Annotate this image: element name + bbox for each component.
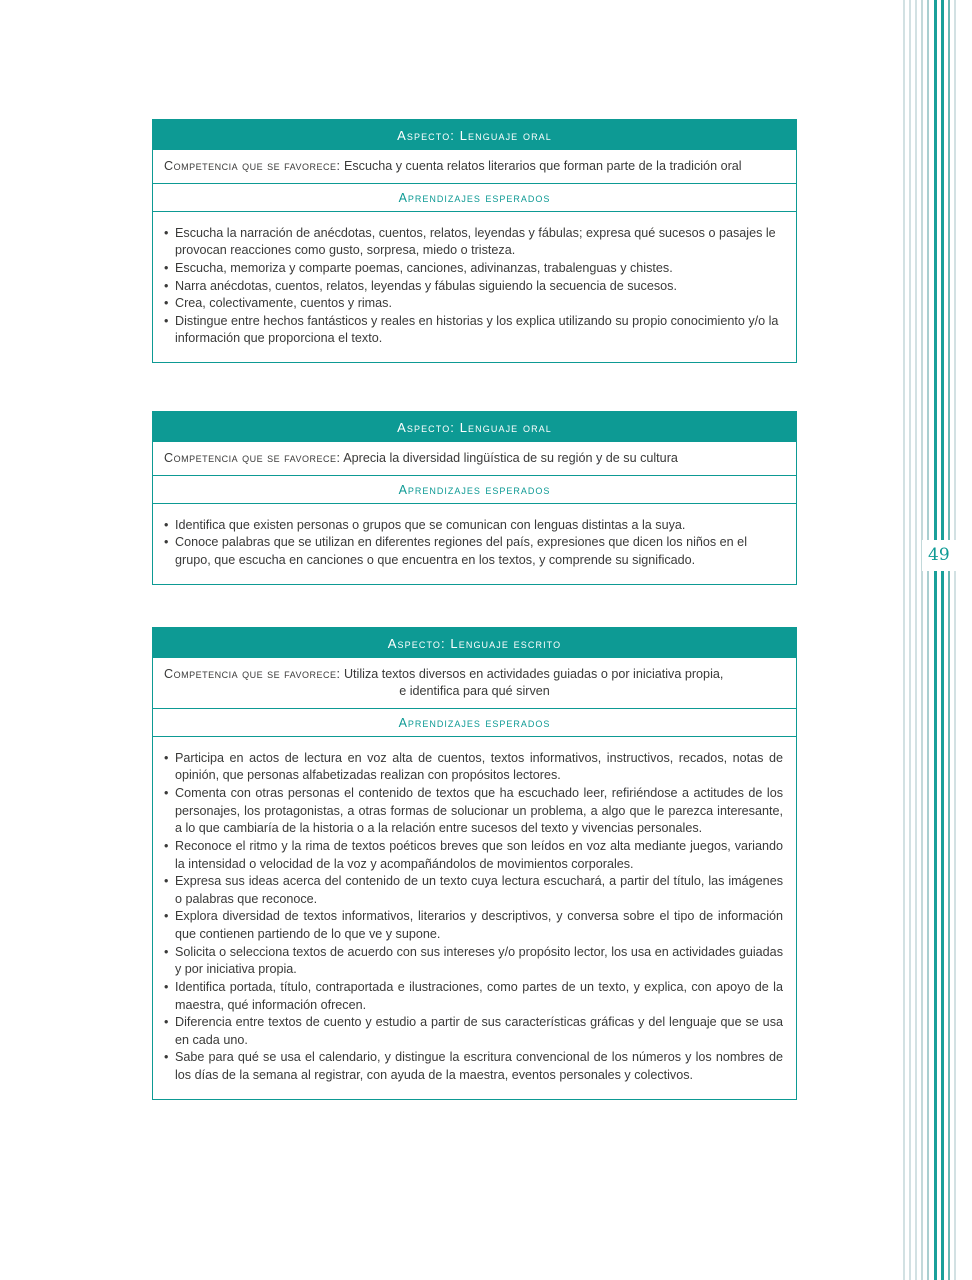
- decorative-stripe: [954, 0, 956, 1280]
- bullet-item: • Identifica que existen personas o grupos que se comunican con lenguas distintas a la suya.: [163, 517, 783, 535]
- bullet-item: • Explora diversidad de textos informativos, literarios y descriptivos, y conversa sobre el tipo de información que contienen partiendo de lo que ve y supone.: [163, 908, 783, 943]
- bullet-item: • Expresa sus ideas acerca del contenido de un texto cuya lectura escuchará, a partir del título, las imágenes o palabras que reconoce.: [163, 873, 783, 908]
- aprendizajes-row: [153, 184, 796, 212]
- competencia-row: [153, 658, 796, 709]
- aprendizajes-body: [153, 212, 796, 362]
- competencia-text-line2: e identifica para qué sirven: [399, 684, 550, 699]
- aspecto-title: Aspecto: Lenguaje escrito: [387, 635, 562, 651]
- aprendizajes-row: [153, 709, 796, 737]
- decorative-stripe: [909, 0, 911, 1280]
- aprendizajes-row: [153, 476, 796, 504]
- decorative-stripe: [948, 0, 950, 1280]
- bullet-item: • Narra anécdotas, cuentos, relatos, leyendas y fábulas siguiendo la secuencia de sucesos.: [163, 278, 783, 296]
- aspecto-header: [153, 120, 796, 150]
- bullet-item: • Identifica portada, título, contraportada e ilustraciones, como partes de un texto, y explica, con apoyo de la maestra, qué información ofrecen.: [163, 979, 783, 1014]
- aspecto-header: [153, 412, 796, 442]
- aprendizajes-body: [153, 504, 796, 584]
- aspecto-table-lenguaje-oral-1: [152, 119, 797, 363]
- decorative-stripe: [934, 0, 937, 1280]
- competencia-label: Competencia que se favorece:: [164, 451, 341, 465]
- decorative-stripe: [903, 0, 905, 1280]
- bullet-item: • Comenta con otras personas el contenido de textos que ha escuchado leer, refiriéndose a actitudes de los personajes, los protagonistas, a otras formas de solucionar un problema, a algo que le parezca interesante, a lo que cambiaría de la historia o a la relación entre sucesos del texto y vivencias personales.: [163, 785, 783, 838]
- competencia-label: Competencia que se favorece:: [164, 666, 341, 681]
- competencia-label: Competencia que se favorece:: [164, 159, 341, 173]
- bullet-list: [163, 517, 783, 570]
- decorative-stripe: [921, 0, 923, 1280]
- bullet-item: • Diferencia entre textos de cuento y estudio a partir de sus características gráficas y del lenguaje que se usa en cada uno.: [163, 1014, 783, 1049]
- competencia-text: Escucha y cuenta relatos literarios que forman parte de la tradición oral: [343, 159, 742, 173]
- aprendizajes-body: [153, 737, 796, 1099]
- bullet-item: • Participa en actos de lectura en voz alta de cuentos, textos informativos, instructivos, recados, notas de opinión, que personas alfabetizadas realizan con propósitos lectores.: [163, 750, 783, 785]
- bullet-item: • Sabe para qué se usa el calendario, y distingue la escritura convencional de los números y los nombres de los días de la semana al registrar, con ayuda de la maestra, eventos personales y colectivos.: [163, 1049, 783, 1084]
- bullet-item: • Reconoce el ritmo y la rima de textos poéticos breves que son leídos en voz alta mediante juegos, variando la intensidad o velocidad de la voz y acompañándolos de movimientos corporales.: [163, 838, 783, 873]
- decorative-stripe: [915, 0, 917, 1280]
- aprendizajes-label: Aprendizajes esperados: [398, 482, 551, 497]
- page-number: 49: [922, 540, 958, 571]
- competencia-text: Aprecia la diversidad lingüística de su región y de su cultura: [343, 451, 678, 465]
- bullet-item: • Crea, colectivamente, cuentos y rimas.: [163, 295, 783, 313]
- bullet-list: [163, 750, 783, 1085]
- aspecto-table-lenguaje-oral-2: [152, 411, 797, 585]
- decorative-stripe: [927, 0, 929, 1280]
- aspecto-header: [153, 628, 796, 658]
- aspecto-table-lenguaje-escrito: [152, 627, 797, 1100]
- bullet-item: • Distingue entre hechos fantásticos y reales en historias y los explica utilizando su propio conocimiento y/o la información que proporciona el texto.: [163, 313, 783, 348]
- aprendizajes-label: Aprendizajes esperados: [398, 190, 551, 205]
- competencia-text: Utiliza textos diversos en actividades guiadas o por iniciativa propia,: [343, 666, 724, 681]
- bullet-item: • Conoce palabras que se utilizan en diferentes regiones del país, expresiones que dicen los niños en el grupo, que escucha en canciones o que encuentra en los textos, y comprende su significado.: [163, 534, 783, 569]
- bullet-list: [163, 225, 783, 348]
- bullet-item: • Solicita o selecciona textos de acuerdo con sus intereses y/o propósito lector, los usa en actividades guiadas y por iniciativa propia.: [163, 944, 783, 979]
- aspecto-title: Aspecto: Lenguaje oral: [397, 128, 552, 143]
- aspecto-title: Aspecto: Lenguaje oral: [397, 420, 552, 435]
- competencia-line: [164, 158, 785, 176]
- competencia-line: [164, 450, 785, 468]
- competencia-line: [164, 666, 785, 684]
- competencia-row: [153, 442, 796, 476]
- content-column: [152, 119, 797, 1100]
- bullet-item: • Escucha la narración de anécdotas, cuentos, relatos, leyendas y fábulas; expresa qué sucesos o pasajes le provocan reacciones como gusto, sorpresa, miedo o tristeza.: [163, 225, 783, 260]
- competencia-row: [153, 150, 796, 184]
- bullet-item: • Escucha, memoriza y comparte poemas, canciones, adivinanzas, trabalenguas y chistes.: [163, 260, 783, 278]
- aprendizajes-label: Aprendizajes esperados: [398, 715, 551, 730]
- decorative-stripe: [941, 0, 944, 1280]
